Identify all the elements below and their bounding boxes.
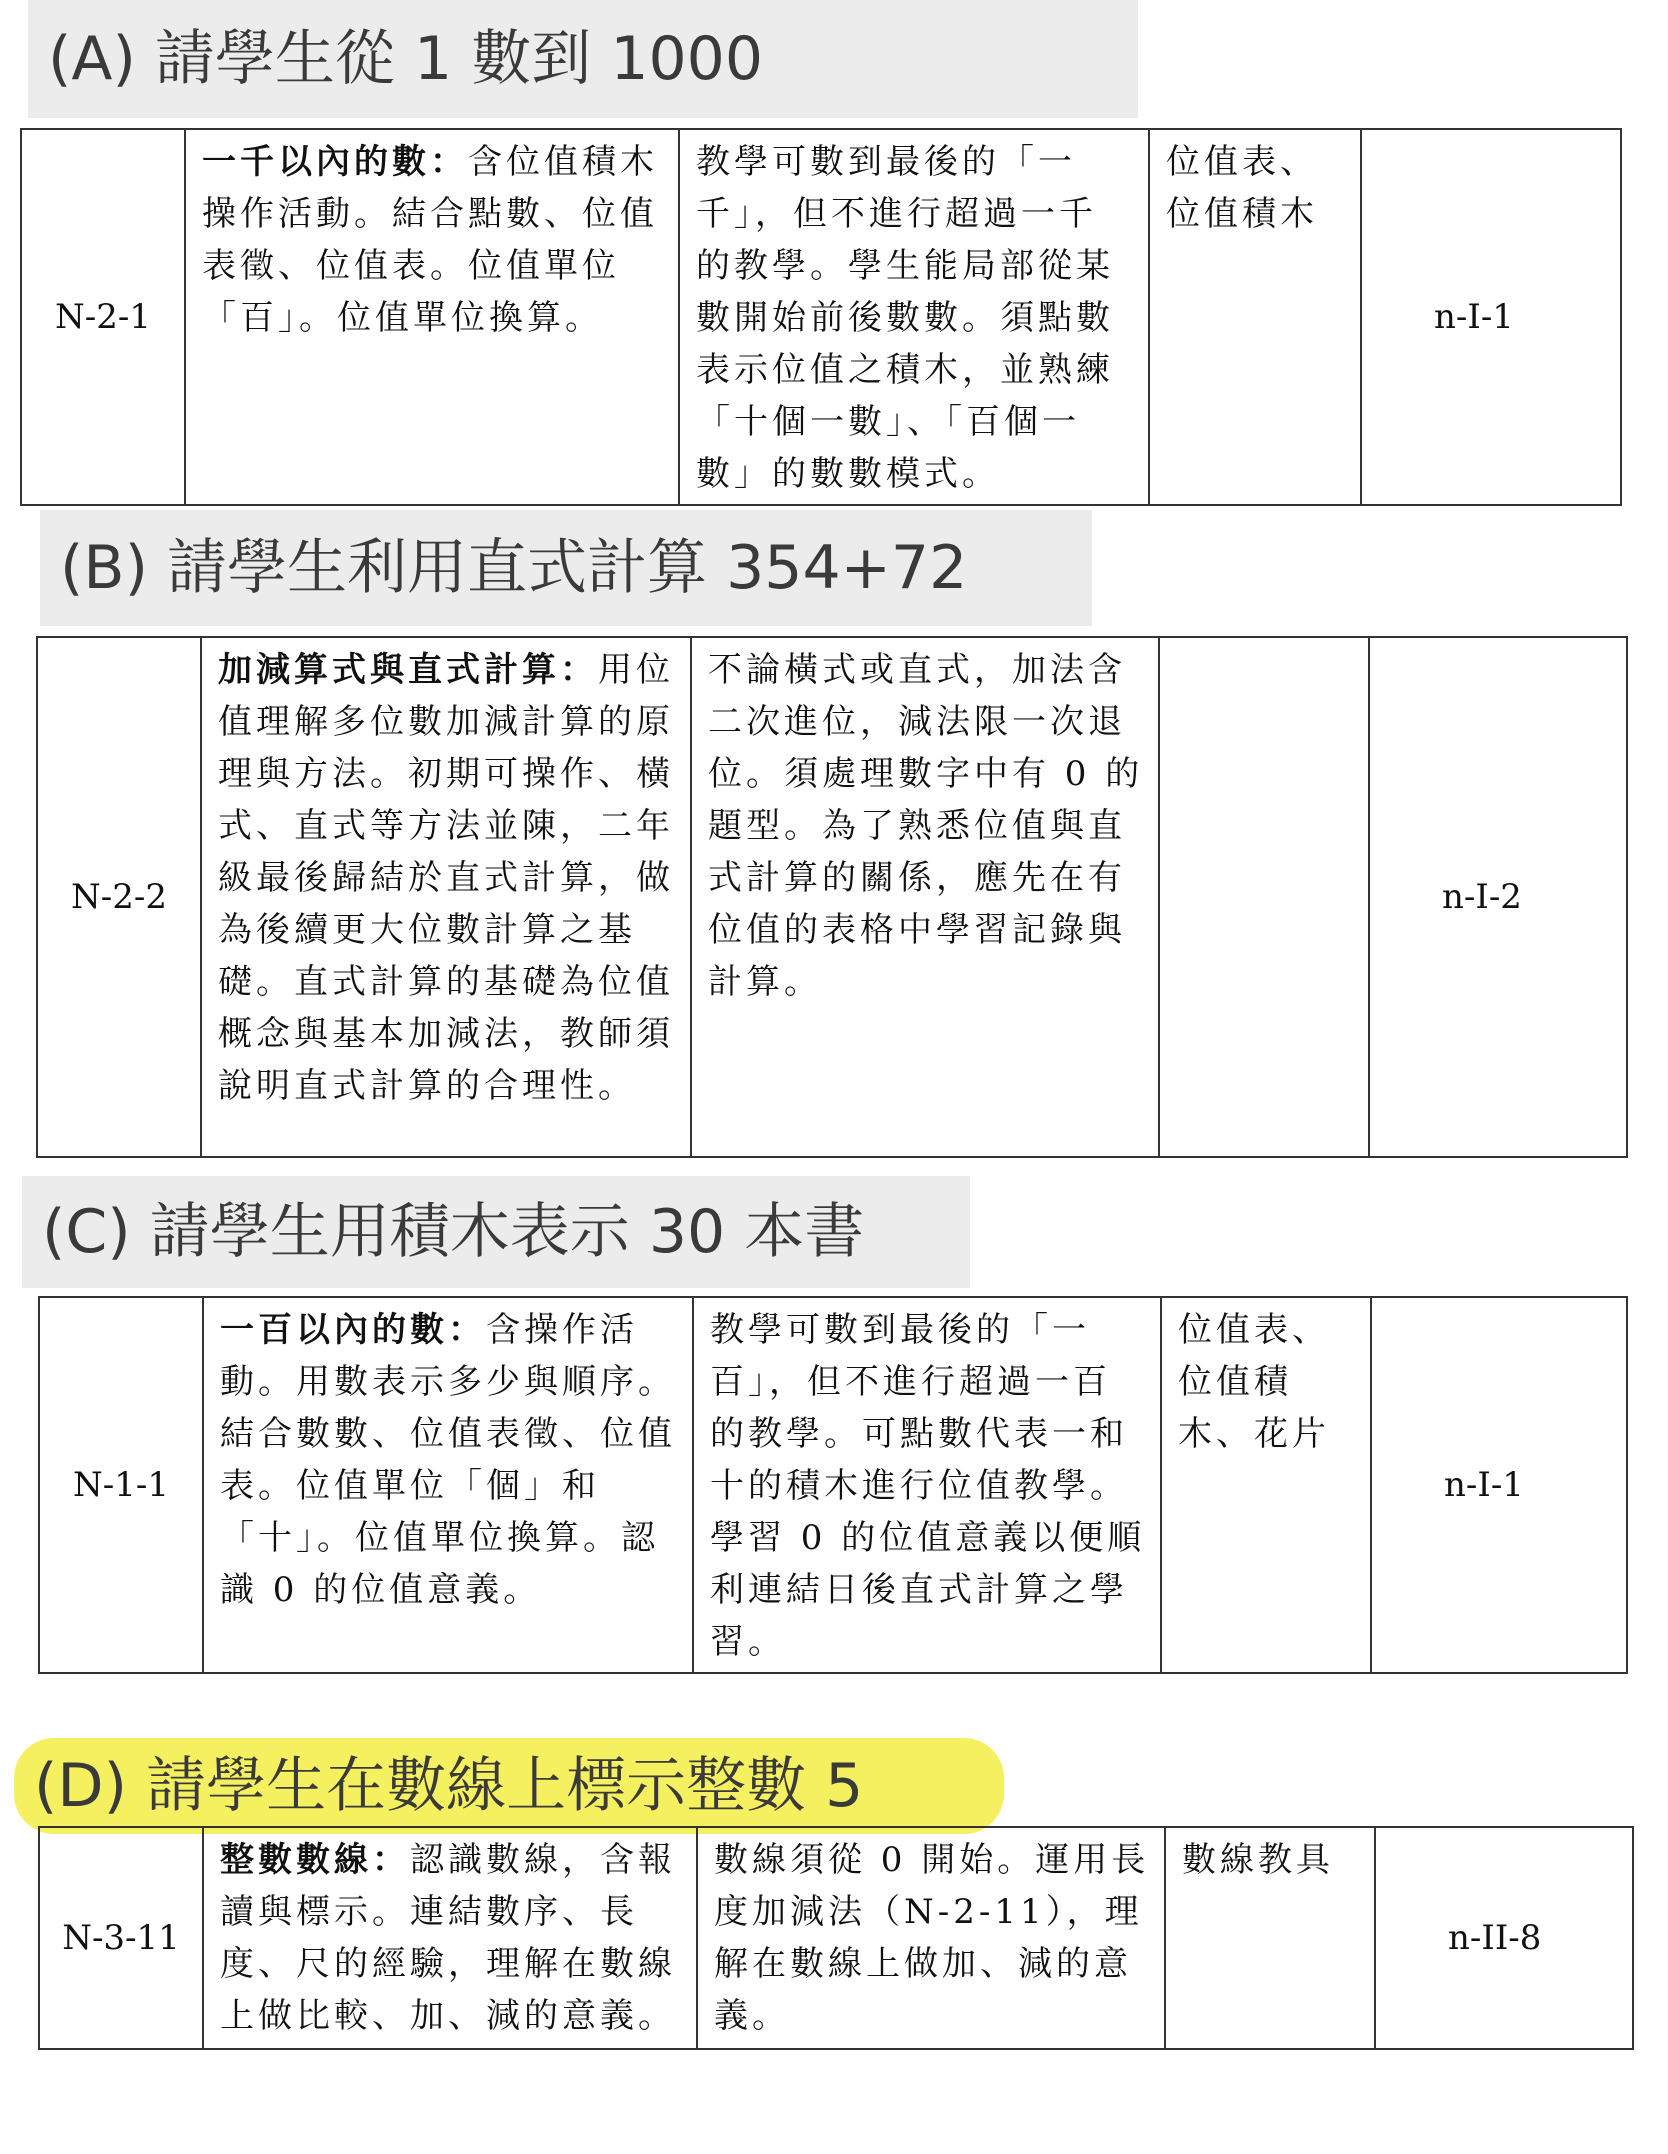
tools-cell: 位值表、位值積木: [1149, 129, 1361, 505]
content-text: 用位值理解多位數加減計算的原理與方法。初期可操作、橫式、直式等方法並陳，二年級最後歸結於直式計算，做為後續更大位數計算之基礎。直式計算的基礎為位值概念與基本加減法，教師須說明直式計算的合理性。: [218, 650, 674, 1106]
section-c-title: [22, 1176, 970, 1288]
content-text: 含操作活動。用數表示多少與順序。結合數數、位值表徵、位值表。位值單位「個」和「十」。位值單位換算。認識 0 的位值意義。: [220, 1310, 676, 1610]
content-text: 含位值積木操作活動。結合點數、位值表徵、位值表。位值單位「百」。位值單位換算。: [202, 142, 658, 338]
content-term: 整數數線：: [220, 1840, 410, 1880]
note-cell: 不論橫式或直式，加法含二次進位，減法限一次退位。須處理數字中有 0 的題型。為了熟悉位值與直式計算的關係，應先在有位值的表格中學習記錄與計算。: [691, 637, 1159, 1157]
section-d-title: [14, 1738, 1004, 1834]
content-term: 一千以內的數：: [202, 142, 468, 182]
tools-cell: 位值表、位值積木、花片: [1161, 1297, 1371, 1673]
content-cell: [203, 1827, 697, 2049]
section-a-title-text: (A) 請學生從 1 數到 1000: [48, 24, 764, 94]
content-cell: [201, 637, 691, 1157]
performance-code: n-I-1: [1371, 1297, 1627, 1673]
section-a-table: [20, 128, 1622, 506]
note-cell: 教學可數到最後的「一千」，但不進行超過一千的教學。學生能局部從某數開始前後數數。須點數表示位值之積木，並熟練「十個一數」、「百個一數」的數數模式。: [679, 129, 1149, 505]
table-row: [39, 1827, 1633, 2049]
section-b-title-text: (B) 請學生利用直式計算 354+72: [60, 533, 968, 603]
section-b-table: [36, 636, 1628, 1158]
curriculum-code: N-2-2: [37, 637, 201, 1157]
table-row: [21, 129, 1621, 505]
performance-code: n-I-2: [1369, 637, 1627, 1157]
note-cell: 數線須從 0 開始。運用長度加減法（N-2-11），理解在數線上做加、減的意義。: [697, 1827, 1165, 2049]
table-row: [39, 1297, 1627, 1673]
performance-code: n-I-1: [1361, 129, 1621, 505]
section-b-title: [40, 510, 1092, 626]
tools-cell: [1159, 637, 1369, 1157]
tools-cell: 數線教具: [1165, 1827, 1375, 2049]
curriculum-code: N-2-1: [21, 129, 185, 505]
content-text: 認識數線，含報讀與標示。連結數序、長度、尺的經驗，理解在數線上做比較、加、減的意義。: [220, 1840, 676, 2036]
section-a-title: [28, 0, 1138, 118]
content-term: 一百以內的數：: [220, 1310, 486, 1350]
section-c-title-text: (C) 請學生用積木表示 30 本書: [42, 1197, 865, 1267]
performance-code: n-II-8: [1375, 1827, 1633, 2049]
section-d-title-text: (D) 請學生在數線上標示整數 5: [34, 1751, 864, 1821]
section-c-table: [38, 1296, 1628, 1674]
content-cell: [203, 1297, 693, 1673]
note-cell: 教學可數到最後的「一百」，但不進行超過一百的教學。可點數代表一和十的積木進行位值教學。學習 0 的位值意義以便順利連結日後直式計算之學習。: [693, 1297, 1161, 1673]
curriculum-code: N-3-11: [39, 1827, 203, 2049]
content-term: 加減算式與直式計算：: [218, 650, 598, 690]
content-cell: [185, 129, 679, 505]
curriculum-code: N-1-1: [39, 1297, 203, 1673]
table-row: [37, 637, 1627, 1157]
section-d-table: [38, 1826, 1634, 2050]
